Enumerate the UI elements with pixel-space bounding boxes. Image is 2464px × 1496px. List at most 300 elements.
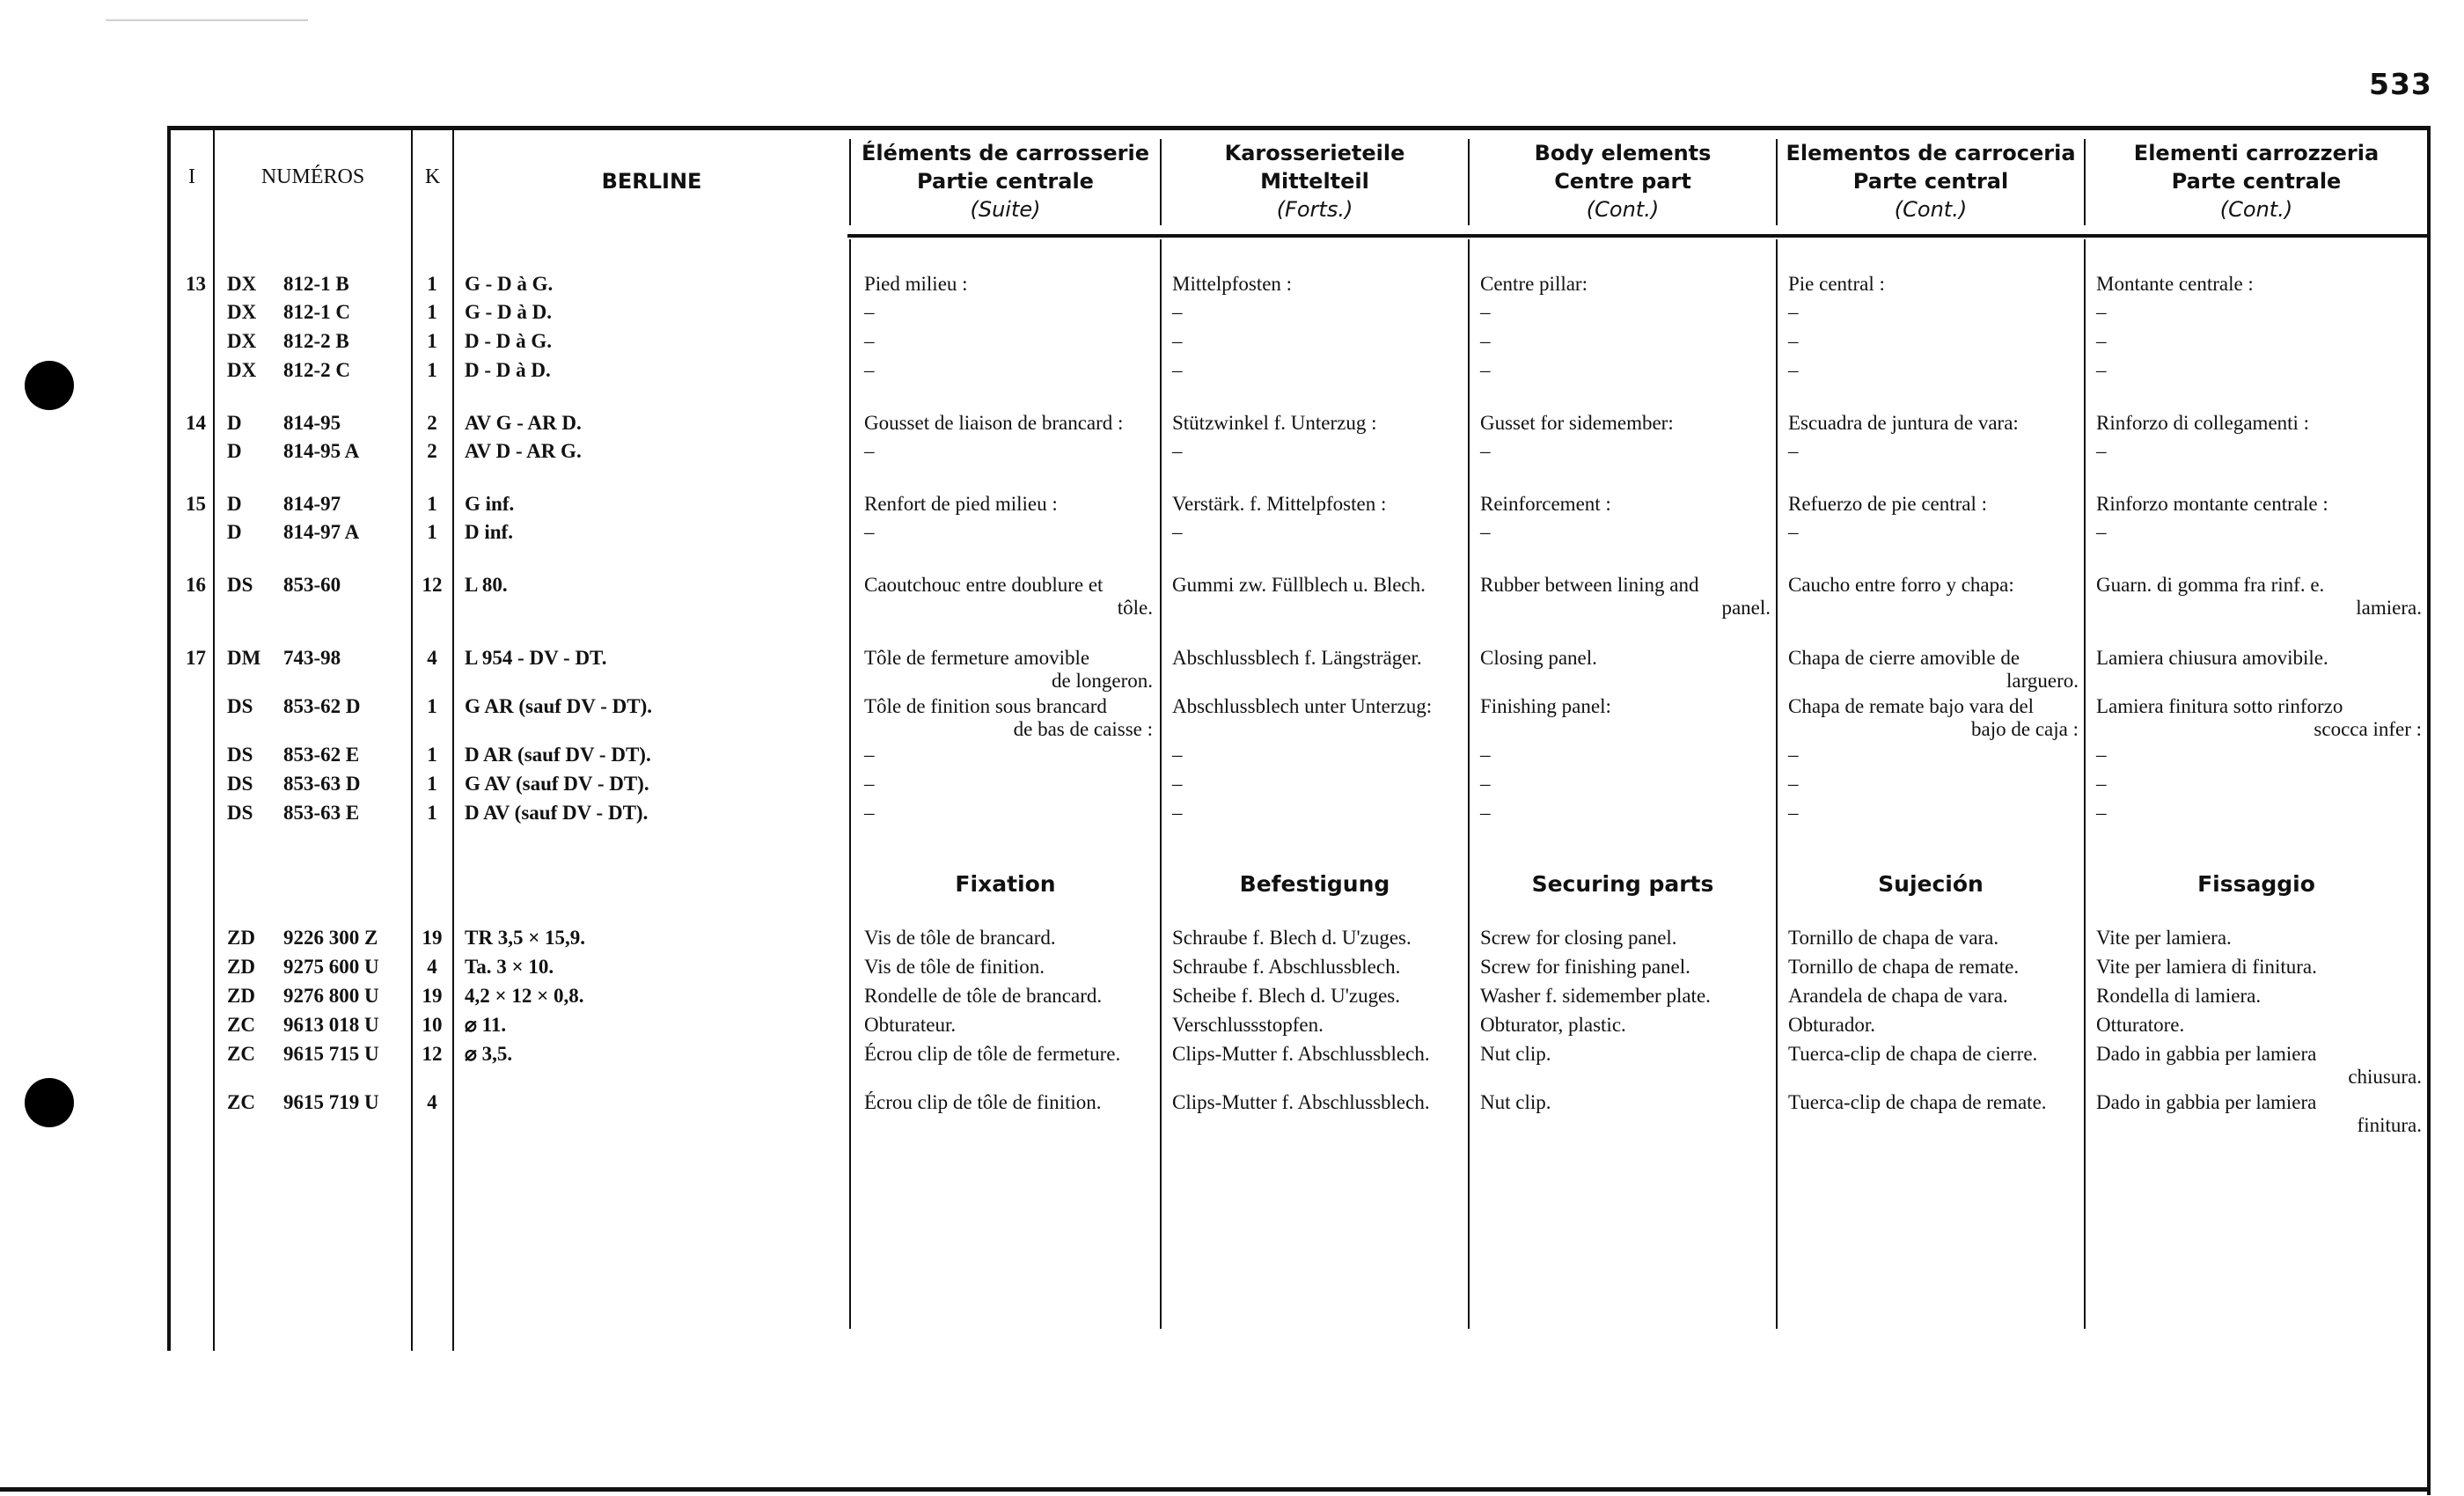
- cell-es: [1788, 1014, 2079, 1037]
- header-subtitle: Parte centrale: [2171, 169, 2342, 194]
- cell-text: 814-97: [283, 493, 341, 515]
- cell-num: [283, 574, 407, 597]
- cell-text: Tuerca-clip de chapa de cierre.: [1788, 1043, 2038, 1065]
- cell-text: D: [227, 521, 242, 543]
- cell-num: [283, 273, 407, 296]
- cell-text: 4: [427, 647, 437, 669]
- cell-it: [2096, 927, 2422, 950]
- cell-text: –: [1788, 802, 1799, 824]
- cell-text: 1: [427, 330, 437, 352]
- cell-text-continuation: panel.: [1721, 597, 1771, 619]
- cell-text: 1: [427, 695, 437, 717]
- cell-text-continuation: bajo de caja :: [1971, 718, 2079, 740]
- cell-num: [283, 773, 407, 796]
- cell-k: [414, 927, 451, 950]
- cell-text: DS: [227, 773, 253, 795]
- cell-text: ZC: [227, 1014, 255, 1036]
- cell-it: [2096, 574, 2422, 620]
- cell-en: [1480, 956, 1771, 979]
- cell-fr: [864, 1043, 1153, 1066]
- cell-text: 1: [427, 359, 437, 381]
- cell-text: Nut clip.: [1480, 1043, 1551, 1065]
- binder-hole-icon: [25, 1078, 74, 1127]
- cell-de: [1172, 927, 1463, 950]
- cell-fr: [864, 744, 1153, 766]
- cell-de: [1172, 647, 1463, 670]
- cell-text: D: [227, 440, 242, 462]
- cell-i: [172, 574, 206, 597]
- cell-text: 812-1 C: [283, 301, 351, 323]
- cell-it: [2096, 956, 2422, 979]
- cell-text: 9615 719 U: [283, 1091, 379, 1113]
- cell-text: Ta. 3 × 10.: [465, 956, 554, 978]
- cell-text: DX: [227, 359, 257, 381]
- cell-fr: [864, 574, 1153, 620]
- cell-text: Finishing panel:: [1480, 695, 1611, 717]
- cell-es: [1788, 773, 2079, 796]
- cell-text: Verschlussstopfen.: [1172, 1014, 1324, 1036]
- cell-ber: [465, 521, 834, 544]
- cell-text: Clips-Mutter f. Abschlussblech.: [1172, 1091, 1430, 1113]
- cell-it: [2096, 412, 2422, 435]
- cell-es: [1788, 359, 2079, 382]
- header-rule: [847, 234, 2430, 238]
- cell-ber: [465, 574, 834, 597]
- cell-text: –: [864, 521, 875, 543]
- header-col-numeros: NUMÉROS: [260, 165, 365, 188]
- cell-text: Refuerzo de pie central :: [1788, 493, 1988, 515]
- cell-k: [414, 802, 451, 825]
- table-frame-left: [167, 126, 171, 1351]
- cell-text: Schraube f. Abschlussblech.: [1172, 956, 1401, 978]
- cell-i: [172, 273, 206, 296]
- cell-fr: [864, 985, 1153, 1008]
- section-heading-fr: Fixation: [955, 871, 1056, 897]
- cell-de: [1172, 273, 1463, 296]
- cell-text: 10: [422, 1014, 443, 1036]
- cell-ber: [465, 1014, 834, 1037]
- cell-text: –: [864, 330, 875, 352]
- cell-text: 1: [427, 301, 437, 323]
- cell-pre: [227, 1014, 271, 1037]
- cell-text: Clips-Mutter f. Abschlussblech.: [1172, 1043, 1430, 1065]
- cell-es: [1788, 695, 2079, 741]
- cell-de: [1172, 956, 1463, 979]
- cell-text: 16: [186, 574, 206, 596]
- cell-k: [414, 521, 451, 544]
- cell-text: 4: [427, 956, 437, 978]
- cell-text: 812-2 C: [283, 359, 351, 381]
- cell-es: [1788, 301, 2079, 324]
- cell-es: [1788, 744, 2079, 766]
- cell-pre: [227, 744, 271, 766]
- cell-num: [283, 985, 407, 1008]
- cell-text: 15: [186, 493, 206, 515]
- cell-ber: [465, 301, 834, 324]
- cell-de: [1172, 359, 1463, 382]
- cell-ber: [465, 412, 834, 435]
- column-divider: [1160, 239, 1162, 1329]
- cell-it: [2096, 985, 2422, 1008]
- cell-text: Pie central :: [1788, 273, 1885, 295]
- cell-de: [1172, 1043, 1463, 1066]
- cell-en: [1480, 330, 1771, 353]
- cell-num: [283, 359, 407, 382]
- cell-text: 743-98: [283, 647, 341, 669]
- cell-ber: [465, 440, 834, 463]
- cell-text: Pied milieu :: [864, 273, 968, 295]
- cell-text: ZC: [227, 1091, 255, 1113]
- cell-fr: [864, 695, 1153, 741]
- cell-es: [1788, 493, 2079, 516]
- header-cont: (Cont.): [2219, 197, 2293, 222]
- cell-text: –: [864, 440, 875, 462]
- cell-text: Vite per lamiera di finitura.: [2096, 956, 2317, 978]
- cell-text-continuation: tôle.: [1117, 597, 1153, 619]
- cell-en: [1480, 273, 1771, 296]
- cell-text: Scheibe f. Blech d. U'zuges.: [1172, 985, 1400, 1007]
- cell-text: Tôle de fermeture amovible: [864, 647, 1090, 669]
- cell-text: ZD: [227, 927, 255, 949]
- cell-it: [2096, 647, 2422, 670]
- cell-text: 812-2 B: [283, 330, 349, 352]
- cell-text: L 80.: [465, 574, 508, 596]
- cell-text-continuation: de bas de caisse :: [1013, 718, 1153, 740]
- cell-es: [1788, 273, 2079, 296]
- cell-text: –: [2096, 744, 2107, 766]
- cell-fr: [864, 521, 1153, 544]
- cell-de: [1172, 521, 1463, 544]
- cell-it: [2096, 773, 2422, 796]
- cell-text: Lamiera chiusura amovibile.: [2096, 647, 2328, 669]
- cell-text: Verstärk. f. Mittelpfosten :: [1172, 493, 1387, 515]
- cell-num: [283, 1091, 407, 1114]
- cell-text: 19: [422, 927, 443, 949]
- cell-ber: [465, 956, 834, 979]
- header-subtitle: Centre part: [1554, 169, 1691, 194]
- header-cont: (Cont.): [1894, 197, 1968, 222]
- cell-de: [1172, 744, 1463, 766]
- cell-es: [1788, 521, 2079, 544]
- cell-text: DX: [227, 273, 257, 295]
- cell-text: Chapa de remate bajo vara del: [1788, 695, 2035, 717]
- header-title: Body elements: [1534, 141, 1712, 165]
- cell-text: Rinforzo montante centrale :: [2096, 493, 2328, 515]
- cell-text: D - D à G.: [465, 330, 553, 352]
- cell-pre: [227, 301, 271, 324]
- cell-text: –: [1480, 773, 1491, 795]
- cell-text: Tôle de finition sous brancard: [864, 695, 1107, 717]
- cell-en: [1480, 440, 1771, 463]
- cell-text: DX: [227, 330, 257, 352]
- cell-text: –: [1480, 301, 1491, 323]
- cell-text: 1: [427, 773, 437, 795]
- cell-text: Escuadra de juntura de vara:: [1788, 412, 2019, 434]
- cell-text: 814-97 A: [283, 521, 360, 543]
- cell-text: –: [1788, 773, 1799, 795]
- cell-text: –: [2096, 359, 2107, 381]
- header-cont: (Suite): [970, 197, 1041, 222]
- header-title: Elementos de carroceria: [1786, 141, 2076, 165]
- cell-i: [172, 647, 206, 670]
- header-lang-fr: [851, 139, 1160, 224]
- cell-text: Lamiera finitura sotto rinforzo: [2096, 695, 2343, 717]
- cell-text: 12: [422, 1043, 443, 1065]
- cell-text-continuation: lamiera.: [2356, 597, 2422, 619]
- cell-k: [414, 493, 451, 516]
- cell-ber: [465, 773, 834, 796]
- cell-text: Gummi zw. Füllblech u. Blech.: [1172, 574, 1426, 596]
- cell-text: –: [1172, 521, 1183, 543]
- cell-de: [1172, 440, 1463, 463]
- cell-text: Montante centrale :: [2096, 273, 2254, 295]
- cell-it: [2096, 1091, 2422, 1137]
- cell-es: [1788, 412, 2079, 435]
- cell-text: Gousset de liaison de brancard :: [864, 412, 1124, 434]
- cell-text: –: [2096, 521, 2107, 543]
- cell-ber: [465, 359, 834, 382]
- cell-fr: [864, 927, 1153, 950]
- cell-fr: [864, 773, 1153, 796]
- section-heading-es: Sujeción: [1878, 871, 1984, 897]
- cell-fr: [864, 802, 1153, 825]
- cell-text: DS: [227, 574, 253, 596]
- cell-text: Guarn. di gomma fra rinf. e.: [2096, 574, 2325, 596]
- cell-de: [1172, 985, 1463, 1008]
- cell-ber: [465, 985, 834, 1008]
- header-lang-es: [1778, 139, 2084, 224]
- cell-it: [2096, 273, 2422, 296]
- header-col-i: I: [188, 165, 195, 188]
- cell-pre: [227, 802, 271, 825]
- cell-text: DS: [227, 744, 253, 766]
- cell-text: Caoutchouc entre doublure et: [864, 574, 1104, 596]
- cell-text: Tornillo de chapa de remate.: [1788, 956, 2020, 978]
- cell-text: TR 3,5 × 15,9.: [465, 927, 586, 949]
- cell-es: [1788, 574, 2079, 597]
- cell-text: Rubber between lining and: [1480, 574, 1699, 596]
- cell-text: ⌀ 3,5.: [465, 1043, 513, 1065]
- cell-text: 13: [186, 273, 206, 295]
- cell-num: [283, 521, 407, 544]
- cell-text: –: [864, 802, 875, 824]
- cell-text: –: [2096, 301, 2107, 323]
- cell-text: 2: [427, 412, 437, 434]
- cell-text: 1: [427, 802, 437, 824]
- cell-text: G inf.: [465, 493, 515, 515]
- cell-pre: [227, 647, 271, 670]
- cell-text: –: [1480, 330, 1491, 352]
- cell-pre: [227, 521, 271, 544]
- cell-text: 853-63 E: [283, 802, 360, 824]
- cell-es: [1788, 647, 2079, 693]
- cell-pre: [227, 440, 271, 463]
- cell-it: [2096, 1014, 2422, 1037]
- cell-de: [1172, 301, 1463, 324]
- cell-it: [2096, 695, 2422, 741]
- cell-ber: [465, 802, 834, 825]
- cell-text: D - D à D.: [465, 359, 551, 381]
- cell-pre: [227, 985, 271, 1008]
- cell-de: [1172, 1091, 1463, 1114]
- section-heading-de: Befestigung: [1239, 871, 1390, 897]
- cell-k: [414, 744, 451, 766]
- header-subtitle: Mittelteil: [1260, 169, 1369, 194]
- cell-it: [2096, 301, 2422, 324]
- column-divider: [1776, 239, 1778, 1329]
- cell-text: –: [864, 301, 875, 323]
- cell-text: Arandela de chapa de vara.: [1788, 985, 2008, 1007]
- cell-k: [414, 359, 451, 382]
- cell-de: [1172, 493, 1463, 516]
- cell-pre: [227, 359, 271, 382]
- cell-text: 853-62 E: [283, 744, 360, 766]
- cell-text: –: [1788, 359, 1799, 381]
- cell-text: AV D - AR G.: [465, 440, 582, 462]
- cell-fr: [864, 1091, 1153, 1114]
- header-lang-de: [1162, 139, 1468, 224]
- cell-text: Renfort de pied milieu :: [864, 493, 1058, 515]
- cell-es: [1788, 802, 2079, 825]
- cell-text: DM: [227, 647, 261, 669]
- cell-text: ⌀ 11.: [465, 1014, 507, 1036]
- cell-k: [414, 301, 451, 324]
- cell-text: –: [1172, 330, 1183, 352]
- cell-en: [1480, 574, 1771, 620]
- cell-pre: [227, 330, 271, 353]
- cell-text: ZD: [227, 985, 255, 1007]
- column-divider: [1468, 239, 1470, 1329]
- cell-pre: [227, 773, 271, 796]
- cell-text: Vite per lamiera.: [2096, 927, 2232, 949]
- cell-de: [1172, 802, 1463, 825]
- cell-it: [2096, 493, 2422, 516]
- cell-text: Schraube f. Blech d. U'zuges.: [1172, 927, 1412, 949]
- cell-ber: [465, 1043, 834, 1066]
- cell-de: [1172, 412, 1463, 435]
- cell-text: 4,2 × 12 × 0,8.: [465, 985, 584, 1007]
- header-lang-it: [2086, 139, 2427, 224]
- cell-en: [1480, 493, 1771, 516]
- cell-text: 9613 018 U: [283, 1014, 379, 1036]
- cell-text: 853-60: [283, 574, 341, 596]
- cell-k: [414, 1043, 451, 1066]
- cell-pre: [227, 956, 271, 979]
- cell-text: –: [1172, 301, 1183, 323]
- cell-text-continuation: de longeron.: [1052, 670, 1153, 692]
- cell-en: [1480, 773, 1771, 796]
- cell-text: –: [1172, 359, 1183, 381]
- cell-it: [2096, 802, 2422, 825]
- cell-text: 853-62 D: [283, 695, 361, 717]
- cell-text: –: [1788, 330, 1799, 352]
- cell-text: 812-1 B: [283, 273, 349, 295]
- cell-en: [1480, 1091, 1771, 1114]
- cell-num: [283, 1043, 407, 1066]
- cell-text: 14: [186, 412, 206, 434]
- cell-pre: [227, 695, 271, 718]
- cell-pre: [227, 927, 271, 950]
- cell-num: [283, 412, 407, 435]
- cell-num: [283, 744, 407, 766]
- cell-text: DX: [227, 301, 257, 323]
- cell-it: [2096, 359, 2422, 382]
- cell-en: [1480, 695, 1771, 718]
- cell-fr: [864, 273, 1153, 296]
- header-title: Éléments de carrosserie: [862, 141, 1149, 165]
- column-divider: [849, 239, 851, 1329]
- cell-num: [283, 647, 407, 670]
- cell-de: [1172, 574, 1463, 597]
- cell-it: [2096, 330, 2422, 353]
- cell-text: Gusset for sidemember:: [1480, 412, 1674, 434]
- cell-de: [1172, 330, 1463, 353]
- cell-en: [1480, 1014, 1771, 1037]
- cell-fr: [864, 301, 1153, 324]
- cell-text: L 954 - DV - DT.: [465, 647, 607, 669]
- cell-es: [1788, 440, 2079, 463]
- cell-text-continuation: larguero.: [2006, 670, 2079, 692]
- cell-num: [283, 1014, 407, 1037]
- section-heading-en: Securing parts: [1531, 871, 1714, 897]
- cell-text: Rondella di lamiera.: [2096, 985, 2262, 1007]
- cell-ber: [465, 647, 834, 670]
- cell-text: –: [1480, 744, 1491, 766]
- cell-es: [1788, 1043, 2079, 1066]
- table-frame-right: [2427, 126, 2431, 1495]
- cell-text: –: [2096, 773, 2107, 795]
- cell-text: –: [1788, 301, 1799, 323]
- cell-text: –: [1172, 773, 1183, 795]
- cell-de: [1172, 695, 1463, 718]
- cell-text: –: [2096, 802, 2107, 824]
- cell-text: –: [1480, 802, 1491, 824]
- cell-text: Dado in gabbia per lamiera: [2096, 1091, 2317, 1113]
- cell-fr: [864, 330, 1153, 353]
- header-col-berline: BERLINE: [601, 169, 702, 194]
- cell-es: [1788, 330, 2079, 353]
- cell-num: [283, 330, 407, 353]
- cell-text: –: [1788, 440, 1799, 462]
- cell-text: Reinforcement :: [1480, 493, 1611, 515]
- cell-pre: [227, 273, 271, 296]
- cell-k: [414, 985, 451, 1008]
- cell-text: Otturatore.: [2096, 1014, 2185, 1036]
- cell-text: 1: [427, 521, 437, 543]
- scan-artifact-line: [106, 19, 308, 21]
- cell-k: [414, 412, 451, 435]
- cell-num: [283, 927, 407, 950]
- cell-text: Washer f. sidemember plate.: [1480, 985, 1711, 1007]
- cell-text: 17: [186, 647, 206, 669]
- cell-pre: [227, 412, 271, 435]
- cell-it: [2096, 744, 2422, 766]
- binder-hole-icon: [25, 361, 74, 410]
- cell-text: Tornillo de chapa de vara.: [1788, 927, 1999, 949]
- cell-text: 1: [427, 493, 437, 515]
- cell-text: Abschlussblech unter Unterzug:: [1172, 695, 1433, 717]
- cell-text: ZD: [227, 956, 255, 978]
- cell-text: D AR (sauf DV - DT).: [465, 744, 651, 766]
- cell-ber: [465, 695, 834, 718]
- cell-text: 853-63 D: [283, 773, 361, 795]
- cell-num: [283, 440, 407, 463]
- cell-text: Caucho entre forro y chapa:: [1788, 574, 2014, 596]
- cell-it: [2096, 440, 2422, 463]
- cell-text: D: [227, 493, 242, 515]
- cell-it: [2096, 521, 2422, 544]
- header-title: Karosserieteile: [1224, 141, 1405, 165]
